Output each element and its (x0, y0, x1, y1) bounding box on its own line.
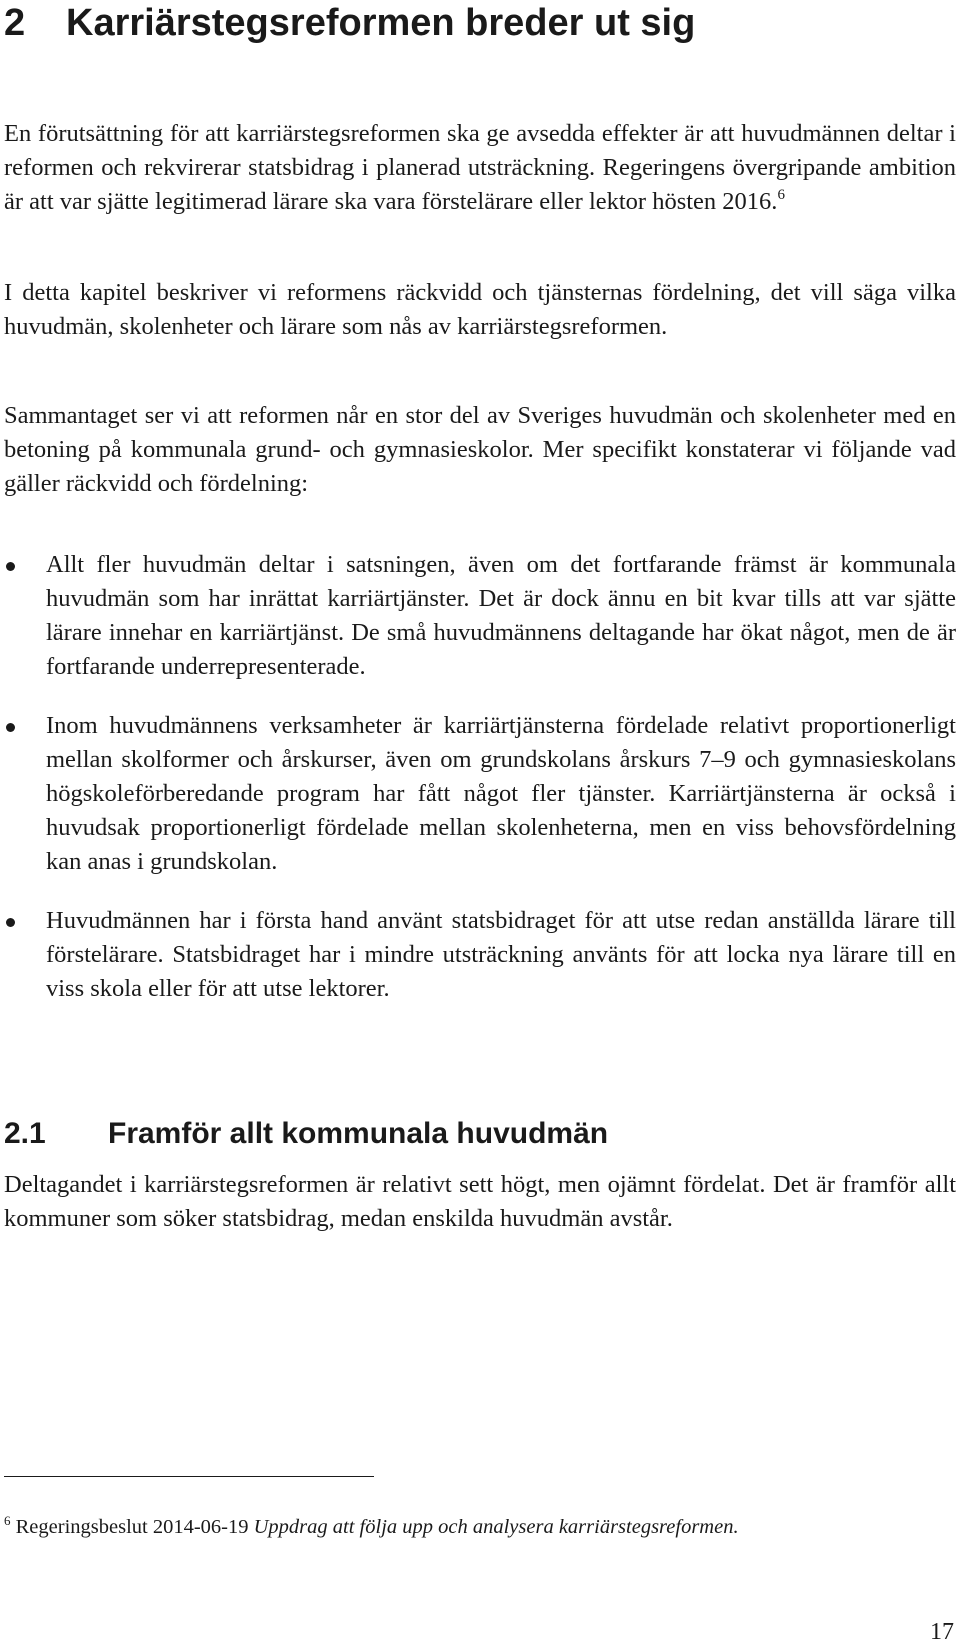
footnote-reference: 6 (777, 187, 785, 203)
section-number: 2.1 (4, 1117, 46, 1150)
chapter-number: 2 (4, 2, 26, 44)
list-item-text: Inom huvudmännens verksamheter är karriärtjänsterna fördelade relativt proportionerligt mellan skolformer och årskurser, även om grundskolans årskurs 7–9 och gymnasieskolans högskoleförberedande program har fått något fler tjänster. Karriärtjänsterna är också i huvudsak proportionerligt fördelade mellan skolenheterna, men en viss behovsfördelning kan anas i grundskolan. (46, 712, 956, 875)
section-text: Deltagandet i karriärstegsreformen är relativt sett högt, men ojämnt fördelat. Det är framför allt kommuner som söker statsbidrag, medan enskilda huvudmän avstår. (4, 1171, 956, 1232)
page-number: 17 (930, 1619, 954, 1645)
footnote-divider (4, 1476, 374, 1477)
summary-paragraph (4, 399, 956, 501)
footnote-marker: 6 (4, 1513, 11, 1528)
chapter-title: Karriärstegsreformen breder ut sig (66, 2, 696, 44)
findings-list (4, 548, 956, 1031)
scope-paragraph (4, 276, 956, 344)
list-item (4, 709, 956, 879)
section-paragraph (4, 1168, 956, 1236)
intro-paragraph (4, 117, 956, 219)
list-item (4, 548, 956, 684)
section-heading (4, 1115, 608, 1153)
intro-text: En förutsättning för att karriärstegsreformen ska ge avsedda effekter är att huvudmännen deltar i reformen och rekvirerar statsbidrag i planerad utsträckning. Regeringens övergripande ambition är att var sjätte legitimerad lärare ska vara förstelärare eller lektor hösten 2016. (4, 120, 956, 215)
bullet-icon (6, 562, 15, 571)
list-item (4, 904, 956, 1006)
section-title: Framför allt kommunala huvudmän (108, 1117, 609, 1150)
footnote-text: Regeringsbeslut 2014-06-19 (15, 1516, 249, 1538)
list-item-text: Allt fler huvudmän deltar i satsningen, även om det fortfarande främst är kommunala huvudmän som har inrättat karriärtjänster. Det är dock ännu en bit kvar tills att var sjätte lärare innehar en karriärtjänst. De små huvudmännens deltagande har ökat något, men de är fortfarande underrepresenterade. (46, 551, 956, 680)
scope-text: I detta kapitel beskriver vi reformens räckvidd och tjänsternas fördelning, det vill säga vilka huvudmän, skolenheter och lärare som nås av karriärstegsreformen. (4, 279, 956, 340)
summary-text: Sammantaget ser vi att reformen når en stor del av Sveriges huvudmän och skolenheter med en betoning på kommunala grund- och gymnasieskolor. Mer specifikt konstaterar vi följande vad gäller räckvidd och fördelning: (4, 402, 956, 497)
bullet-icon (6, 918, 15, 927)
list-item-text: Huvudmännen har i första hand använt statsbidraget för att utse redan anställda lärare till förstelärare. Statsbidraget har i mindre utsträckning använts för att locka nya lärare till en viss skola eller för att utse lektorer. (46, 907, 956, 1002)
bullet-icon (6, 723, 15, 732)
chapter-heading (4, 0, 695, 46)
footnote (4, 1514, 739, 1540)
footnote-title: Uppdrag att följa upp och analysera karriärstegsreformen. (253, 1516, 739, 1538)
